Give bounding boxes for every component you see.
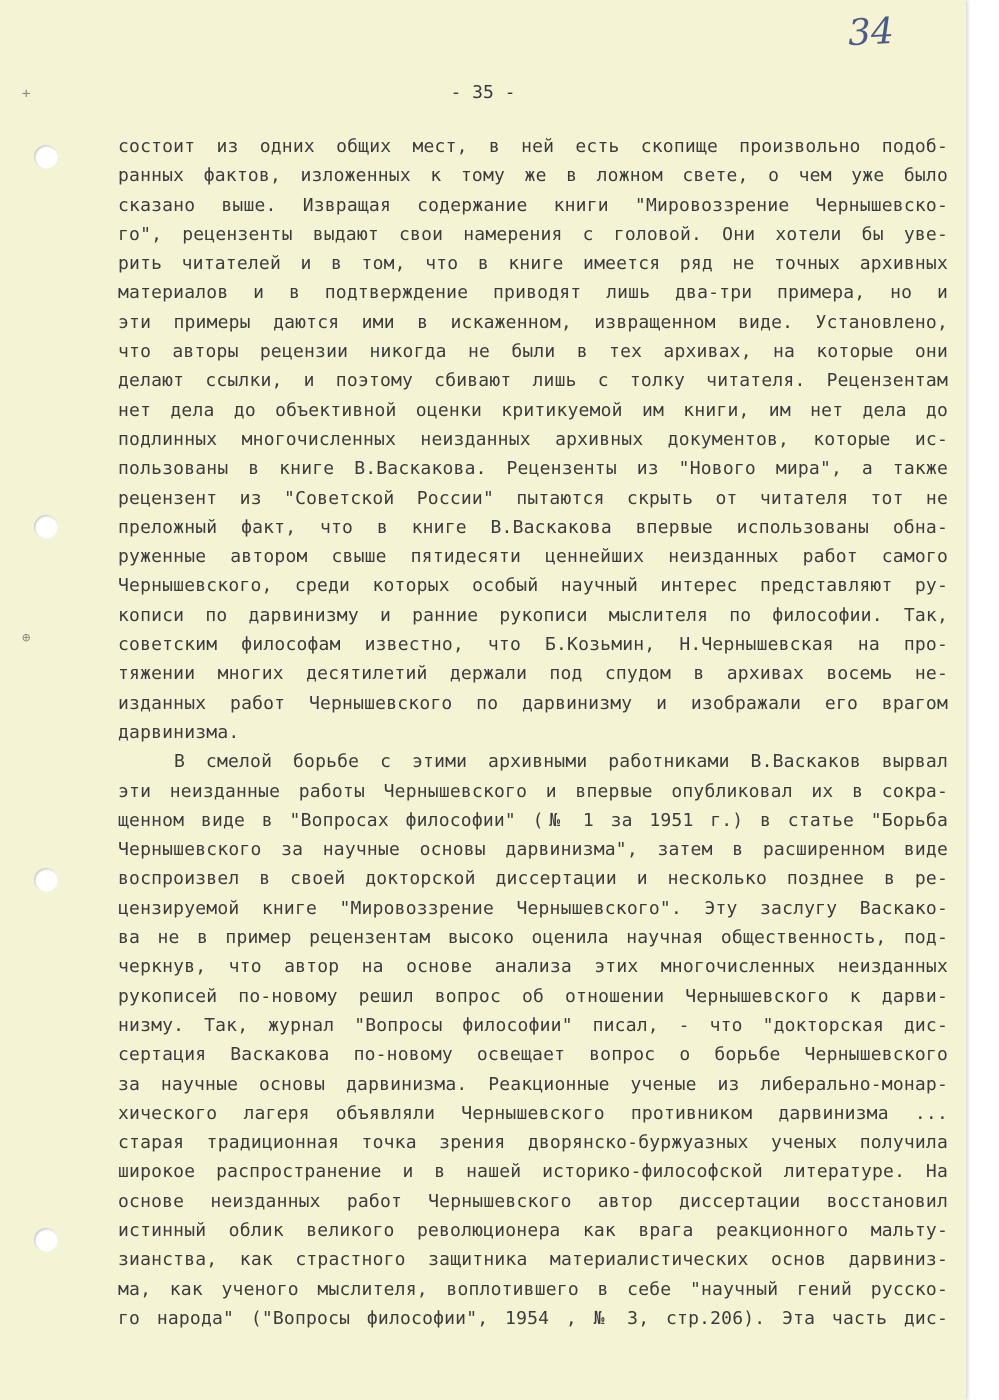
text-line: эти примеры даются ими в искаженном, извращенном виде. Установлено, bbox=[118, 311, 948, 333]
text-line: широкое распространение и в нашей историко-философской литературе. На bbox=[118, 1161, 948, 1183]
text-line: пользованы в книге В.Васкакова. Рецензенты из "Нового мира", а также bbox=[118, 458, 948, 480]
text-line: тяжении многих десятилетий держали под спудом в архивах восемь не- bbox=[118, 663, 948, 685]
text-line: низму. Так, журнал "Вопросы философии" писал, - что "докторская дис- bbox=[118, 1014, 948, 1036]
text-line: цензируемой книге "Мировоззрение Чернышевского". Эту заслугу Васкако- bbox=[118, 897, 948, 919]
handwritten-folio-number: 34 bbox=[847, 10, 896, 55]
page-number: - 35 - bbox=[450, 82, 516, 103]
text-line: преложный факт, что в книге В.Васкакова впервые использованы обна- bbox=[118, 516, 948, 538]
text-line: рукописей по-новому решил вопрос об отношении Чернышевского к дарви- bbox=[118, 985, 948, 1007]
punch-hole bbox=[34, 868, 58, 892]
punch-hole bbox=[34, 1228, 58, 1252]
text-line: истинный облик великого революционера как врага реакционного мальту- bbox=[118, 1219, 948, 1241]
text-line: материалов и в подтверждение приводят лишь два-три примера, но и bbox=[118, 282, 948, 304]
text-line: Чернышевского, среди которых особый научный интерес представляют ру- bbox=[118, 575, 948, 597]
text-line: щенном виде в "Вопросах философии" (№ 1 за 1951 г.) в статье "Борьба bbox=[118, 809, 948, 831]
text-line: ва не в пример рецензентам высоко оценила научная общественность, под- bbox=[118, 927, 948, 949]
text-line: советским философам известно, что Б.Козьмин, Н.Чернышевская на про- bbox=[118, 634, 948, 656]
text-line: зианства, как страстного защитника материалистических основ дарвиниз- bbox=[118, 1249, 948, 1271]
text-line: воспроизвел в своей докторской диссертации и несколько позднее в ре- bbox=[118, 868, 948, 890]
typed-body-text bbox=[118, 132, 948, 1333]
margin-mark-middle: ⊕ bbox=[22, 630, 31, 646]
text-line: нет дела до объективной оценки критикуемой им книги, им нет дела до bbox=[118, 399, 948, 421]
text-line: сертация Васкакова по-новому освещает вопрос о борьбе Чернышевского bbox=[118, 1044, 948, 1066]
text-line: рить читателей и в том, что в книге имеется ряд не точных архивных bbox=[118, 253, 948, 275]
text-line: что авторы рецензии никогда не были в тех архивах, на которые они bbox=[118, 341, 948, 363]
text-line: изданных работ Чернышевского по дарвинизму и изображали его врагом bbox=[118, 692, 948, 714]
text-line: кописи по дарвинизму и ранние рукописи мыслителя по философии. Так, bbox=[118, 604, 948, 626]
text-line: рецензент из "Советской России" пытаются скрыть от читателя тот не bbox=[118, 487, 948, 509]
text-line: хического лагеря объявляли Чернышевского противником дарвинизма ... bbox=[118, 1102, 948, 1124]
text-line: Чернышевского за научные основы дарвинизма", затем в расширенном виде bbox=[118, 839, 948, 861]
text-line: го", рецензенты выдают свои намерения с головой. Они хотели бы уве- bbox=[118, 223, 948, 245]
text-line: подлинных многочисленных неизданных архивных документов, которые ис- bbox=[118, 428, 948, 450]
margin-mark-top: + bbox=[22, 86, 31, 102]
text-line: за научные основы дарвинизма. Реакционные ученые из либерально-монар- bbox=[118, 1073, 948, 1095]
text-line: основе неизданных работ Чернышевского автор диссертации восстановил bbox=[118, 1190, 948, 1212]
text-line: делают ссылки, и поэтому сбивают лишь с толку читателя. Рецензентам bbox=[118, 370, 948, 392]
text-line: состоит из одних общих мест, в ней есть скопище произвольно подоб- bbox=[118, 136, 948, 157]
text-line: эти неизданные работы Чернышевского и впервые опубликовал их в сокра- bbox=[118, 780, 948, 802]
text-line: старая традиционная точка зрения дворянско-буржуазных ученых получила bbox=[118, 1132, 948, 1154]
text-line: го народа" ("Вопросы философии", 1954 , № 3, стр.206). Эта часть дис- bbox=[118, 1307, 948, 1329]
text-line: черкнув, что автор на основе анализа этих многочисленных неизданных bbox=[118, 956, 948, 978]
text-line: ранных фактов, изложенных к тому же в ложном свете, о чем уже было bbox=[118, 165, 948, 187]
text-line: дарвинизма. bbox=[118, 721, 240, 743]
text-line: сказано выше. Извращая содержание книги "Мировоззрение Чернышевско- bbox=[118, 194, 948, 216]
text-line: ма, как ученого мыслителя, воплотившего в себе "научный гений русско- bbox=[118, 1278, 948, 1300]
text-line: В смелой борьбе с этими архивными работниками В.Васкаков вырвал bbox=[174, 751, 948, 773]
punch-hole bbox=[34, 515, 58, 539]
text-line: руженные автором свыше пятидесяти ценнейших неизданных работ самого bbox=[118, 546, 948, 568]
punch-hole bbox=[34, 145, 58, 169]
